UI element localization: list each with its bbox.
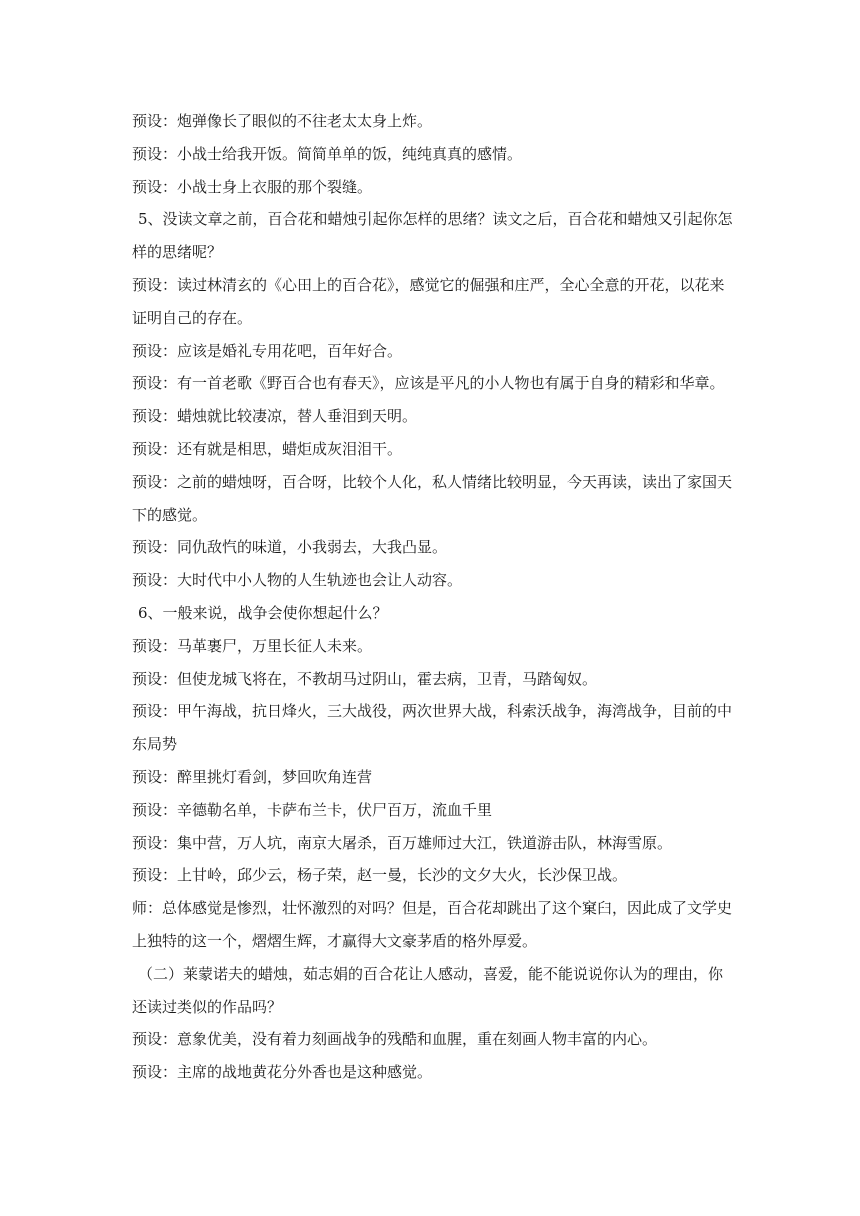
text-line: 下的感觉。 (132, 505, 208, 524)
text-line: 预设：应该是婚礼专用花吧，百年好合。 (132, 341, 403, 360)
text-line: 预设：马革裹尸，万里长征人未来。 (132, 636, 373, 655)
text-line: 预设：之前的蜡烛呀，百合呀，比较个人化，私人情绪比较明显，今天再读，读出了家国天 (132, 472, 733, 491)
text-line: 预设：但使龙城飞将在，不教胡马过阴山，霍去病，卫青，马踏匈奴。 (132, 669, 598, 688)
teacher-line: 师：总体感觉是惨烈，壮怀激烈的对吗？但是，百合花却跳出了这个窠臼，因此成了文学史 (132, 899, 733, 918)
text-line: 预设：蜡烛就比较凄凉，替人垂泪到天明。 (132, 407, 418, 426)
text-line: 上独特的这一个，熠熠生辉，才赢得大文豪茅盾的格外厚爱。 (132, 931, 538, 950)
text-line: 预设：甲午海战，抗日烽火，三大战役，两次世界大战，科索沃战争，海湾战争，目前的中 (132, 702, 733, 721)
text-line: 预设：集中营，万人坑，南京大屠杀，百万雄师过大江，铁道游击队，林海雪原。 (132, 833, 673, 852)
question-line: 6、一般来说，战争会使你想起什么？ (138, 603, 388, 622)
text-line: 预设：辛德勒名单，卡萨布兰卡，伏尸百万，流血千里 (132, 800, 493, 819)
text-line: 预设：读过林清玄的《心田上的百合花》，感觉它的倔强和庄严，全心全意的开花，以花来 (132, 275, 725, 294)
text-line: 还读过类似的作品吗？ (132, 997, 283, 1016)
text-line: 预设：主席的战地黄花分外香也是这种感觉。 (132, 1063, 433, 1082)
text-line: 预设：醉里挑灯看剑，梦回吹角连营 (132, 767, 373, 786)
text-line: 预设：还有就是相思，蜡炬成灰泪泪干。 (132, 439, 403, 458)
text-line: 东局势 (132, 735, 178, 754)
text-line: 预设：小战士身上衣服的那个裂缝。 (132, 177, 373, 196)
text-line: 预设：大时代中小人物的人生轨迹也会让人动容。 (132, 571, 463, 590)
text-line: 预设：有一首老歌《野百合也有春天》，应该是平凡的小人物也有属于自身的精彩和华章。 (132, 374, 725, 393)
text-line: 预设：意象优美，没有着力刻画战争的残酷和血腥，重在刻画人物丰富的内心。 (132, 1030, 658, 1049)
text-line: 预设：炮弹像长了眼似的不往老太太身上炸。 (132, 112, 433, 130)
text-line: 证明自己的存在。 (132, 308, 253, 327)
document-body (132, 105, 742, 1089)
text-line: 预设：小战士给我开饭。简简单单的饭，纯纯真真的感情。 (132, 144, 523, 163)
section-heading-line: （二）莱蒙诺夫的蜡烛，茹志娟的百合花让人感动，喜爱，能不能说说你认为的理由，你 (138, 964, 724, 983)
text-line: 预设：上甘岭，邱少云，杨子荣，赵一曼，长沙的文夕大火，长沙保卫战。 (132, 866, 628, 885)
text-line: 预设：同仇敌忾的味道，小我弱去，大我凸显。 (132, 538, 448, 557)
text-line: 样的思绪呢？ (132, 243, 223, 262)
question-line: 5、没读文章之前，百合花和蜡烛引起你怎样的思绪？读文之后，百合花和蜡烛又引起你怎 (138, 210, 733, 229)
